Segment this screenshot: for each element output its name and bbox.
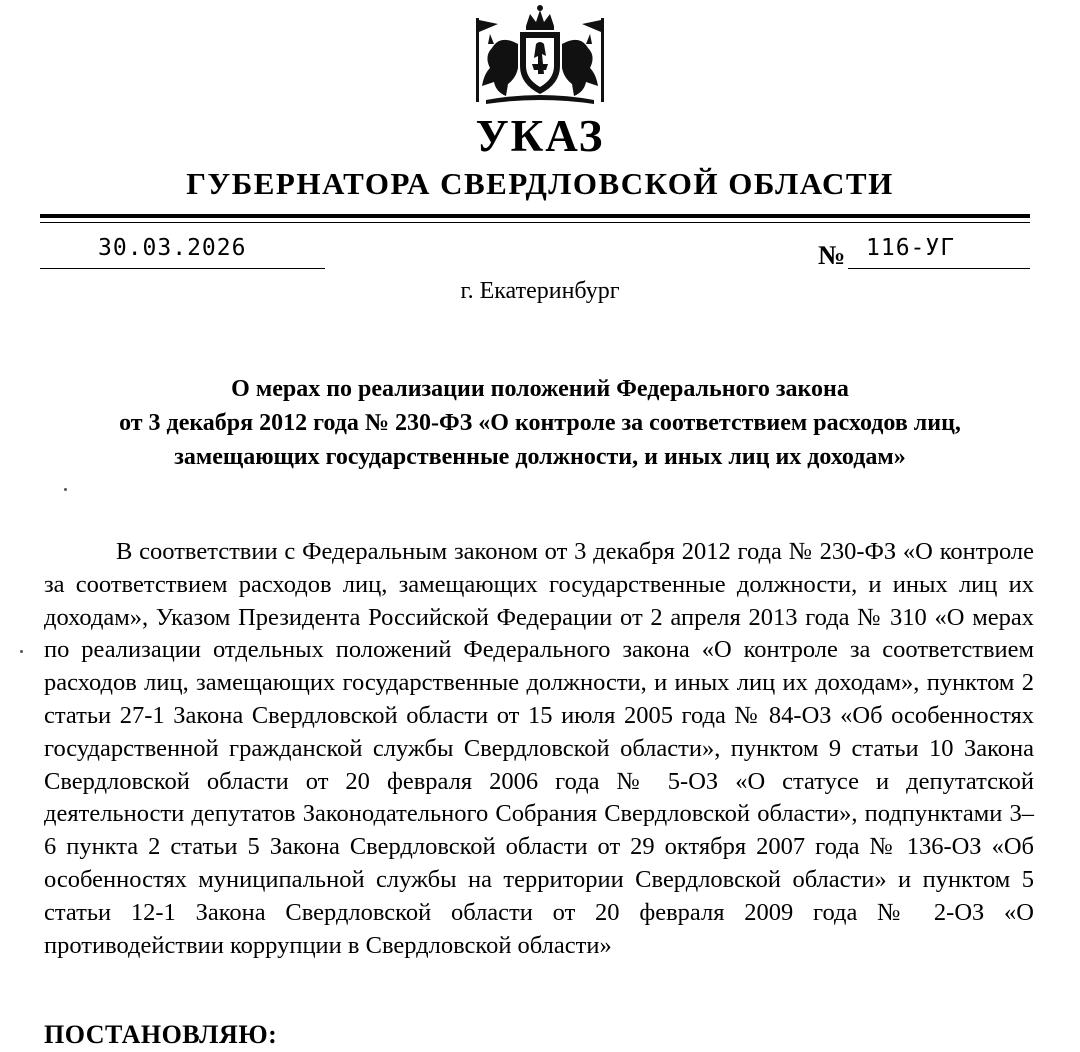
scan-speck <box>20 650 23 653</box>
document-issuer: ГУБЕРНАТОРА СВЕРДЛОВСКОЙ ОБЛАСТИ <box>186 166 894 201</box>
document-number: 116-УГ <box>866 235 956 261</box>
header-rule-thick <box>40 214 1030 218</box>
header-rule-thin <box>40 222 1030 223</box>
ordain-heading: ПОСТАНОВЛЯЮ: <box>44 1020 278 1049</box>
document-subject <box>40 372 1040 474</box>
number-sign: № <box>818 240 846 270</box>
body-paragraph: В соответствии с Федеральным законом от 3 декабря 2012 года № 230-ФЗ «О контроле за соответствием расходов лиц, замещающих государственные должности, и иных лиц их доходам», Указом Президента Российской Федерации от 2 апреля 2013 года № 310 «О мерах по реализации отдельных положений Федерального закона «О контроле за соответствием расходов лиц, замещающих государственные должности, и иных лиц их доходам», пунктом 2 статьи 27-1 Закона Свердловской области от 15 июля 2005 года № 84-ОЗ «Об особенностях государственной гражданской службы Свердловской области», пунктом 9 статьи 10 Закона Свердловской области от 20 февраля 2006 года № 5-ОЗ «О статусе и депутатской деятельности депутатов Законодательного Собрания Свердловской области», подпунктами 3–6 пункта 2 статьи 5 Закона Свердловской области от 29 октября 2007 года № 136-ОЗ «Об особенностях муниципальной службы на территории Свердловской области» и пунктом 5 статьи 12-1 Закона Свердловской области от 20 февраля 2009 года № 2-ОЗ «О противодействии коррупции в Свердловской области» <box>44 538 1034 959</box>
subject-line: от 3 декабря 2012 года № 230-ФЗ «О контроле за соответствием расходов лиц, <box>119 410 961 436</box>
document-date: 30.03.2026 <box>98 235 247 261</box>
number-underline <box>848 268 1030 269</box>
subject-line: О мерах по реализации положений Федерального закона <box>231 376 849 402</box>
coat-of-arms-icon <box>466 4 614 106</box>
date-underline <box>40 268 325 269</box>
scan-speck <box>64 488 67 491</box>
issuing-city: г. Екатеринбург <box>460 278 620 304</box>
subject-line: замещающих государственные должности, и иных лиц их доходам» <box>174 444 906 470</box>
document-title: УКАЗ <box>475 111 605 161</box>
